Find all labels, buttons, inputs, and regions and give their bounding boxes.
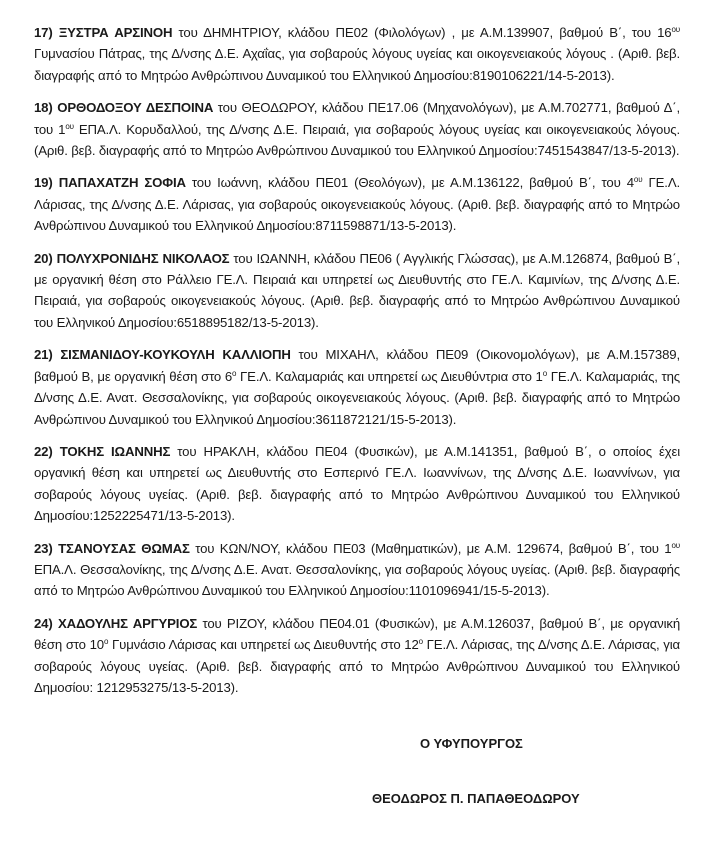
entry-text: Γυμνασίου Πάτρας, της Δ/νσης Δ.Ε. Αχαΐας, για σοβαρούς λόγους υγείας και οικογενειακούς λόγους . (Αριθ. βεβ. διαγραφής από το Μητρώο Ανθρώπινου Δυναμικού του Ελληνικού Δημοσίου:8190106221/14-5-2013). [34, 46, 680, 83]
entry-heading [34, 175, 186, 190]
signatory-title: Ο ΥΦΥΠΟΥΡΓΟΣ [420, 736, 523, 751]
entry-heading [34, 100, 213, 115]
entry-text: του ΡΙΖΟΥ, κλάδου ΠΕ04.01 (Φυσικών), με Α.Μ.126037, βαθμού Β΄, με οργανική θέση στο 10 [34, 615, 681, 653]
entry-23 [34, 538, 680, 602]
entry-heading [34, 251, 229, 266]
entry-text: ΕΠΑ.Λ. Θεσσαλονίκης, της Δ/νσης Δ.Ε. Ανατ. Θεσσαλονίκης, για σοβαρούς λόγους υγείας. (Αριθ. βεβ. διαγραφής από το Μητρώο Ανθρώπινου Δυναμικού του Ελληνικού Δημοσίου:1101096941/15-5-2013). [34, 561, 680, 599]
entry-text: του ΔΗΜΗΤΡΙΟΥ, κλάδου ΠΕ02 (Φιλολόγων) , με Α.Μ.139907, βαθμού Β΄, του 16 [172, 25, 672, 40]
entry-number: 22) [34, 443, 53, 459]
ordinal-suffix: ο [542, 368, 548, 378]
ordinal-suffix: ο [103, 637, 109, 647]
entry-text: ΕΠΑ.Λ. Κορυδαλλού, της Δ/νσης Δ.Ε. Πειραιά, για σοβαρούς λόγους υγείας και οικογενειακούς λόγους. (Αριθ. βεβ. διαγραφής από το Μητρώο Ανθρώπινου Δυναμικού του Ελληνικού Δημοσίου:7451543847/13-5-2013). [34, 121, 680, 159]
entry-20 [34, 248, 680, 334]
entry-text: ΓΕ.Λ. Καλαμαριάς, της Δ/νσης Δ.Ε. Ανατ. Θεσσαλονίκης, για σοβαρούς οικογενειακούς λόγους. (Αριθ. βεβ. διαγραφής από το Μητρώο Ανθρώπινου Δυναμικού του Ελληνικού Δημοσίου:3611872121/15-5-2013). [34, 368, 680, 427]
ordinal-suffix: ου [65, 121, 74, 131]
entry-name: ΤΣΑΝΟΥΣΑΣ ΘΩΜΑΣ [58, 540, 190, 556]
entry-text: του ΙΩΑΝΝΗ, κλάδου ΠΕ06 ( Αγγλικής Γλώσσας), με Α.Μ.126874, βαθμού Β΄, με οργανική θέση στο Ράλλειο ΓΕ.Λ. Πειραιά και υπηρετεί ως Διευθυντής στο ΓΕ.Λ. Καμινίων, της Δ/νσης Δ.Ε. Πειραιά, για σοβαρούς οικογενειακούς λόγους. (Αριθ. βεβ. διαγραφής από το Μητρώο Ανθρώπινου Δυναμικού του Ελληνικού Δημοσίου:6518895182/13-5-2013). [34, 250, 681, 330]
entry-text: του ΗΡΑΚΛΗ, κλάδου ΠΕ04 (Φυσικών), με Α.Μ.141351, βαθμού Β΄, ο οποίος έχει οργανική θέση και υπηρετεί ως Διευθυντής στο Εσπερινό ΓΕ.Λ. Ιωαννίνων, της Δ/νσης Δ.Ε. Ιωαννίνων, για σοβαρούς λόγους υγείας. (Αριθ. βεβ. διαγραφής από το Μητρώο Ανθρώπινου Δυναμικού του Ελληνικού Δημοσίου:1252225471/13-5-2013). [34, 443, 681, 524]
entry-text: του ΚΩΝ/ΝΟΥ, κλάδου ΠΕ03 (Μαθηματικών), με Α.Μ. 129674, βαθμού Β΄, του 1 [189, 540, 672, 556]
entry-text: ΓΕ.Λ. Λάρισας, της Δ/νσης Δ.Ε. Λάρισας, για σοβαρούς οικογενειακούς λόγους. (Αριθ. βεβ. διαγραφής από το Μητρώο Ανθρώπινου Δυναμικού του Ελληνικού Δημοσίου:8711598871/13-5-2013). [34, 175, 680, 234]
entry-name: ΠΑΠΑΧΑΤΖΗ ΣΟΦΙΑ [58, 175, 186, 191]
entry-text: του Ιωάννη, κλάδου ΠΕ01 (Θεολόγων), με Α.Μ.136122, βαθμού Β΄, του 4 [185, 175, 634, 191]
entry-name: ΞΥΣΤΡΑ ΑΡΣΙΝΟΗ [58, 25, 173, 40]
entry-21 [34, 344, 680, 430]
signatory-name: ΘΕΟΔΩΡΟΣ Π. ΠΑΠΑΘΕΟΔΩΡΟΥ [372, 791, 580, 806]
entry-number: 23) [34, 540, 53, 556]
entry-heading [34, 347, 291, 362]
entry-19 [34, 172, 680, 236]
entry-heading [34, 616, 197, 631]
entry-name: ΧΑΔΟΥΛΗΣ ΑΡΓΥΡΙΟΣ [57, 615, 198, 631]
entry-17 [34, 22, 680, 86]
entry-name: ΠΟΛΥΧΡΟΝΙΔΗΣ ΝΙΚΟΛΑΟΣ [56, 250, 230, 266]
entry-text: του ΜΙΧΑΗΛ, κλάδου ΠΕ09 (Οικονομολόγων), με Α.Μ.157389, βαθμού Β, με οργανική θέση στο 6 [34, 347, 681, 384]
document-body [34, 22, 680, 709]
entry-18 [34, 97, 680, 161]
entry-text: ΓΕ.Λ. Καλαμαριάς και υπηρετεί ως Διευθύντρια στο 1 [236, 368, 543, 384]
entry-number: 19) [34, 175, 53, 191]
entry-22 [34, 441, 680, 527]
entry-heading [34, 25, 172, 40]
entry-heading [34, 444, 170, 459]
entry-number: 21) [34, 347, 53, 363]
entry-name: ΤΟΚΗΣ ΙΩΑΝΝΗΣ [59, 443, 171, 459]
entry-number: 18) [34, 100, 53, 116]
entry-name: ΟΡΘΟΔΟΞΟΥ ΔΕΣΠΟΙΝΑ [57, 100, 214, 116]
ordinal-suffix: ο [232, 368, 237, 378]
entry-text: Γυμνάσιο Λάρισας και υπηρετεί ως Διευθυντής στο 12 [108, 637, 419, 653]
entry-24 [34, 613, 680, 699]
ordinal-suffix: ου [671, 25, 680, 34]
entry-number: 17) [34, 25, 53, 40]
entry-text: του ΘΕΟΔΩΡΟΥ, κλάδου ΠΕ17.06 (Μηχανολόγων), με Α.Μ.702771, βαθμού Δ΄, του 1 [34, 100, 680, 137]
entry-heading [34, 541, 190, 556]
ordinal-suffix: ου [671, 540, 681, 550]
entry-number: 24) [34, 615, 53, 631]
ordinal-suffix: ο [418, 637, 423, 647]
ordinal-suffix: ου [633, 175, 643, 185]
entry-number: 20) [34, 250, 53, 266]
entry-name: ΣΙΣΜΑΝΙΔΟΥ-ΚΟΥΚΟΥΛΗ ΚΑΛΛΙΟΠΗ [60, 347, 291, 363]
entry-text: ΓΕ.Λ. Λάρισας, της Δ/νσης Δ.Ε. Λάρισας, για σοβαρούς λόγους υγείας. (Αριθ. βεβ. διαγραφής από το Μητρώο Ανθρώπινου Δυναμικού του Ελληνικού Δημοσίου: 1212953275/13-5-2013). [34, 637, 680, 695]
